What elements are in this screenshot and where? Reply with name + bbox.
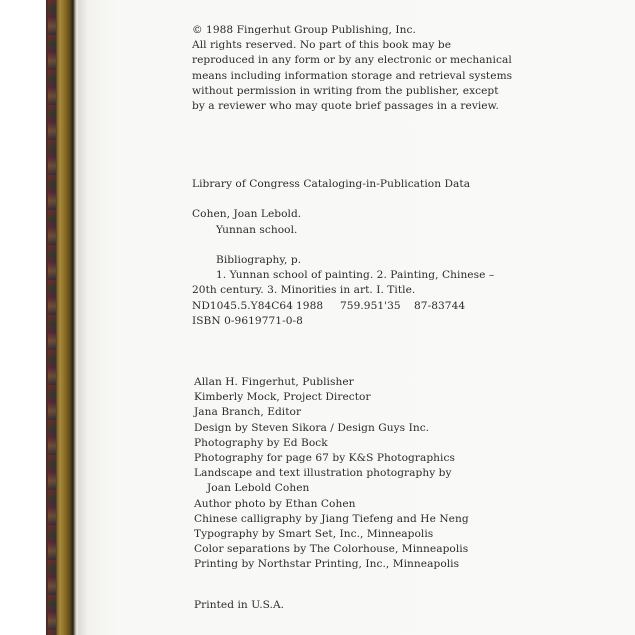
dewey-number: 759.951'35 (340, 299, 401, 312)
credit-line: Typography by Smart Set, Inc., Minneapolis (194, 528, 434, 541)
copyright-page (78, 0, 635, 635)
credit-line-continued: Joan Lebold Cohen (207, 482, 310, 495)
credit-line: Jana Branch, Editor (194, 406, 302, 419)
printed-in: Printed in U.S.A. (194, 599, 285, 611)
cataloging-data (192, 177, 494, 329)
credits (194, 375, 469, 573)
credit-line: Photography for page 67 by K&S Photographics (194, 452, 455, 465)
copyright-line: reproduced in any form or by any electronic or mechanical (192, 54, 512, 67)
copyright-line: by a reviewer who may quote brief passages in a review. (192, 100, 499, 113)
lccn: 87-83744 (414, 299, 466, 312)
copyright-line: All rights reserved. No part of this book may be (192, 39, 452, 52)
copyright-line: means including information storage and retrieval systems (192, 69, 513, 82)
credit-line: Design by Steven Sikora / Design Guys Inc. (194, 421, 430, 434)
printed-in-block (194, 598, 284, 613)
credit-line: Color separations by The Colorhouse, Minneapolis (194, 543, 469, 556)
copyright-line: without permission in writing from the publisher, except (192, 84, 499, 97)
credit-line: Author photo by Ethan Cohen (194, 497, 356, 510)
copyright-line: © 1988 Fingerhut Group Publishing, Inc. (192, 24, 416, 36)
credit-line: Photography by Ed Bock (194, 436, 328, 449)
cataloging-bibliography: Bibliography, p. (216, 253, 302, 266)
cataloging-subjects-continued: 20th century. 3. Minorities in art. I. Title. (192, 284, 416, 297)
cataloging-author: Cohen, Joan Lebold. (192, 208, 302, 221)
copyright-notice (192, 23, 512, 114)
cataloging-title: Yunnan school. (216, 223, 298, 236)
cataloging-subjects: 1. Yunnan school of painting. 2. Painting, Chinese – (216, 269, 495, 282)
cataloging-numbers (192, 299, 494, 314)
credit-line: Landscape and text illustration photography by (194, 467, 452, 480)
isbn: ISBN 0-9619771-0-8 (192, 314, 303, 327)
call-number: ND1045.5.Y84C64 (192, 299, 294, 312)
book-edge-pattern (48, 0, 56, 635)
credit-line: Chinese calligraphy by Jiang Tiefeng and He Neng (194, 512, 469, 525)
cataloging-heading: Library of Congress Cataloging-in-Publication Data (192, 178, 471, 190)
publication-year: 1988 (296, 299, 324, 312)
credit-line: Allan H. Fingerhut, Publisher (194, 376, 354, 388)
credit-line: Printing by Northstar Printing, Inc., Minneapolis (194, 558, 460, 571)
credit-line: Kimberly Mock, Project Director (194, 391, 371, 404)
